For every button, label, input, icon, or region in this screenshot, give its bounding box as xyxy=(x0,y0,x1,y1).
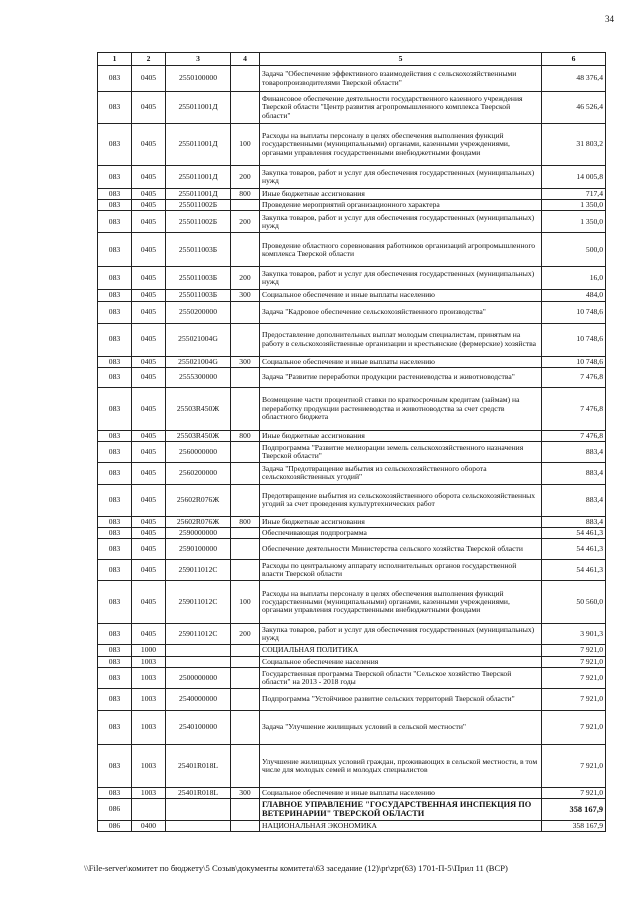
code-section-cell xyxy=(132,798,166,820)
description-cell: Задача "Развитие переработки продукции растениеводства и животноводства" xyxy=(260,367,542,387)
code-expense-type-cell xyxy=(231,484,260,516)
description-cell: Государственная программа Тверской области "Сельское хозяйство Тверской области" на 2013 - 2018 годы xyxy=(260,667,542,688)
table-row xyxy=(98,189,606,200)
code-expense-type-cell: 300 xyxy=(231,787,260,798)
code-section-cell: 0405 xyxy=(132,233,166,267)
description-cell: Расходы по центральному аппарату исполнительных органов государственной власти Тверской области xyxy=(260,560,542,581)
code-expense-type-cell: 100 xyxy=(231,581,260,624)
code-expense-type-cell xyxy=(231,645,260,656)
description-cell: Задача "Улучшение жилищных условий в сельской местности" xyxy=(260,710,542,744)
code-target-article-cell: 2540100000 xyxy=(166,710,231,744)
amount-cell: 54 461,3 xyxy=(542,539,606,560)
amount-cell: 54 461,3 xyxy=(542,528,606,539)
code-target-article-cell: 25503R450Ж xyxy=(166,430,231,441)
code-expense-type-cell xyxy=(231,66,260,92)
column-header-4: 4 xyxy=(231,53,260,66)
code-section-cell: 1003 xyxy=(132,688,166,710)
code-target-article-cell: 2550100000 xyxy=(166,66,231,92)
column-header-1: 1 xyxy=(98,53,132,66)
code-section-cell: 1003 xyxy=(132,656,166,667)
table-row xyxy=(98,92,606,124)
description-cell: Социальное обеспечение населения xyxy=(260,656,542,667)
code-target-article-cell: 2500000000 xyxy=(166,667,231,688)
amount-cell: 7 921,0 xyxy=(542,710,606,744)
code-target-article-cell xyxy=(166,656,231,667)
code-target-article-cell: 259011012С xyxy=(166,581,231,624)
description-cell: Расходы на выплаты персоналу в целях обеспечения выполнения функций государственными (муниципальными) органами, казенными учреждениями, органами управления государственными внебюджетными фондами xyxy=(260,124,542,166)
table-row xyxy=(98,124,606,166)
description-cell: Социальное обеспечение и иные выплаты населению xyxy=(260,290,542,301)
table-row xyxy=(98,211,606,233)
description-cell: Проведение областного соревнования работников организаций агропромышленного комплекса Тверской области xyxy=(260,233,542,267)
amount-cell: 7 476,8 xyxy=(542,367,606,387)
code-section-cell: 0405 xyxy=(132,387,166,430)
code-ministry-cell: 083 xyxy=(98,356,132,367)
description-cell: Предотвращение выбытия из сельскохозяйственного оборота сельскохозяйственных угодий за счет проведения культуртехнических работ xyxy=(260,484,542,516)
amount-cell: 54 461,3 xyxy=(542,560,606,581)
code-target-article-cell: 2540000000 xyxy=(166,688,231,710)
code-target-article-cell: 2550200000 xyxy=(166,301,231,323)
code-target-article-cell: 255011003Б xyxy=(166,290,231,301)
code-expense-type-cell: 800 xyxy=(231,430,260,441)
code-target-article-cell: 255011002Б xyxy=(166,200,231,211)
code-section-cell: 0405 xyxy=(132,516,166,527)
code-ministry-cell: 083 xyxy=(98,624,132,645)
code-ministry-cell: 083 xyxy=(98,200,132,211)
description-cell: Предоставление дополнительных выплат молодым специалистам, принятым на работу в сельскохозяйственные организации и крестьянские (фермерские) хозяйства xyxy=(260,323,542,356)
amount-cell: 7 476,8 xyxy=(542,430,606,441)
description-cell: Социальное обеспечение и иные выплаты населению xyxy=(260,787,542,798)
table-row xyxy=(98,462,606,484)
table-row xyxy=(98,560,606,581)
code-section-cell: 0405 xyxy=(132,581,166,624)
table-row xyxy=(98,820,606,831)
code-expense-type-cell: 800 xyxy=(231,189,260,200)
code-target-article-cell: 2560200000 xyxy=(166,462,231,484)
code-section-cell: 0405 xyxy=(132,166,166,189)
description-cell: Иные бюджетные ассигнования xyxy=(260,430,542,441)
description-cell: НАЦИОНАЛЬНАЯ ЭКОНОМИКА xyxy=(260,820,542,831)
code-expense-type-cell xyxy=(231,710,260,744)
budget-table-body xyxy=(98,53,606,832)
amount-cell: 484,0 xyxy=(542,290,606,301)
code-ministry-cell: 083 xyxy=(98,387,132,430)
code-target-article-cell: 255021004G xyxy=(166,323,231,356)
table-row xyxy=(98,200,606,211)
code-expense-type-cell xyxy=(231,820,260,831)
code-target-article-cell: 255011002Б xyxy=(166,211,231,233)
code-section-cell: 0405 xyxy=(132,92,166,124)
code-section-cell: 0405 xyxy=(132,267,166,290)
code-expense-type-cell xyxy=(231,560,260,581)
description-cell: Иные бюджетные ассигнования xyxy=(260,189,542,200)
code-ministry-cell: 086 xyxy=(98,798,132,820)
amount-cell: 7 921,0 xyxy=(542,645,606,656)
code-target-article-cell: 255011003Б xyxy=(166,233,231,267)
code-target-article-cell: 25401R018L xyxy=(166,744,231,787)
table-row xyxy=(98,656,606,667)
description-cell: Задача "Кадровое обеспечение сельскохозяйственного производства" xyxy=(260,301,542,323)
code-expense-type-cell: 800 xyxy=(231,516,260,527)
table-row xyxy=(98,645,606,656)
table-row xyxy=(98,710,606,744)
code-ministry-cell: 083 xyxy=(98,744,132,787)
code-target-article-cell: 25602R076Ж xyxy=(166,516,231,527)
description-cell: Подпрограмма "Развитие мелиорации земель сельскохозяйственного назначения Тверской области" xyxy=(260,441,542,462)
table-row xyxy=(98,387,606,430)
amount-cell: 7 476,8 xyxy=(542,387,606,430)
amount-cell: 7 921,0 xyxy=(542,688,606,710)
table-row xyxy=(98,744,606,787)
amount-cell: 358 167,9 xyxy=(542,798,606,820)
code-ministry-cell: 083 xyxy=(98,166,132,189)
amount-cell: 717,4 xyxy=(542,189,606,200)
description-cell: Финансовое обеспечение деятельности государственного казенного учреждения Тверской области "Центр развития агропромышленного комплекса Тверской области" xyxy=(260,92,542,124)
table-row xyxy=(98,624,606,645)
code-expense-type-cell xyxy=(231,233,260,267)
code-expense-type-cell xyxy=(231,301,260,323)
column-header-2: 2 xyxy=(132,53,166,66)
table-row xyxy=(98,166,606,189)
code-target-article-cell: 2590100000 xyxy=(166,539,231,560)
code-expense-type-cell xyxy=(231,667,260,688)
code-target-article-cell xyxy=(166,820,231,831)
code-section-cell: 0405 xyxy=(132,539,166,560)
code-section-cell: 1003 xyxy=(132,744,166,787)
code-section-cell: 0405 xyxy=(132,441,166,462)
code-ministry-cell: 083 xyxy=(98,211,132,233)
description-cell: Задача "Обеспечение эффективного взаимодействия с сельскохозяйственными товаропроизводителями Тверской области" xyxy=(260,66,542,92)
code-ministry-cell: 083 xyxy=(98,528,132,539)
amount-cell: 14 005,8 xyxy=(542,166,606,189)
table-row xyxy=(98,356,606,367)
amount-cell: 358 167,9 xyxy=(542,820,606,831)
code-expense-type-cell: 200 xyxy=(231,267,260,290)
code-ministry-cell: 083 xyxy=(98,301,132,323)
description-cell: Задача "Предотвращение выбытия из сельскохозяйственного оборота сельскохозяйственных угодий" xyxy=(260,462,542,484)
page-number: 34 xyxy=(605,14,614,24)
amount-cell: 3 901,3 xyxy=(542,624,606,645)
table-row xyxy=(98,581,606,624)
code-section-cell: 0405 xyxy=(132,290,166,301)
code-expense-type-cell xyxy=(231,92,260,124)
code-expense-type-cell xyxy=(231,441,260,462)
description-cell: Обеспечивающая подпрограмма xyxy=(260,528,542,539)
code-section-cell: 0405 xyxy=(132,66,166,92)
table-row xyxy=(98,290,606,301)
code-ministry-cell: 083 xyxy=(98,367,132,387)
code-section-cell: 0405 xyxy=(132,528,166,539)
code-expense-type-cell xyxy=(231,387,260,430)
code-target-article-cell: 259011012С xyxy=(166,560,231,581)
table-row xyxy=(98,66,606,92)
description-cell: СОЦИАЛЬНАЯ ПОЛИТИКА xyxy=(260,645,542,656)
amount-cell: 16,0 xyxy=(542,267,606,290)
description-cell: Закупка товаров, работ и услуг для обеспечения государственных (муниципальных) нужд xyxy=(260,624,542,645)
code-section-cell: 0405 xyxy=(132,367,166,387)
code-target-article-cell: 2555300000 xyxy=(166,367,231,387)
code-expense-type-cell: 300 xyxy=(231,356,260,367)
code-expense-type-cell xyxy=(231,798,260,820)
amount-cell: 10 748,6 xyxy=(542,301,606,323)
code-section-cell: 0405 xyxy=(132,200,166,211)
code-target-article-cell: 25401R018L xyxy=(166,787,231,798)
table-row xyxy=(98,323,606,356)
code-expense-type-cell xyxy=(231,539,260,560)
code-target-article-cell: 2560000000 xyxy=(166,441,231,462)
budget-table xyxy=(97,52,606,832)
column-header-5: 5 xyxy=(260,53,542,66)
description-cell: Подпрограмма "Устойчивое развитие сельских территорий Тверской области" xyxy=(260,688,542,710)
amount-cell: 1 350,0 xyxy=(542,200,606,211)
table-header-row xyxy=(98,53,606,66)
code-section-cell: 0405 xyxy=(132,301,166,323)
amount-cell: 48 376,4 xyxy=(542,66,606,92)
code-target-article-cell: 255011001Д xyxy=(166,92,231,124)
amount-cell: 7 921,0 xyxy=(542,667,606,688)
code-ministry-cell: 083 xyxy=(98,189,132,200)
code-section-cell: 0400 xyxy=(132,820,166,831)
code-ministry-cell: 083 xyxy=(98,560,132,581)
code-section-cell: 0405 xyxy=(132,356,166,367)
code-section-cell: 0405 xyxy=(132,624,166,645)
amount-cell: 10 748,6 xyxy=(542,356,606,367)
code-ministry-cell: 083 xyxy=(98,656,132,667)
table-row xyxy=(98,430,606,441)
code-ministry-cell: 083 xyxy=(98,267,132,290)
code-section-cell: 0405 xyxy=(132,430,166,441)
code-ministry-cell: 083 xyxy=(98,667,132,688)
code-expense-type-cell: 200 xyxy=(231,166,260,189)
code-ministry-cell: 083 xyxy=(98,233,132,267)
table-row xyxy=(98,516,606,527)
code-section-cell: 1000 xyxy=(132,645,166,656)
table-row xyxy=(98,787,606,798)
code-ministry-cell: 083 xyxy=(98,66,132,92)
code-expense-type-cell xyxy=(231,688,260,710)
table-row xyxy=(98,441,606,462)
code-expense-type-cell xyxy=(231,462,260,484)
code-target-article-cell: 25503R450Ж xyxy=(166,387,231,430)
amount-cell: 883,4 xyxy=(542,484,606,516)
code-section-cell: 1003 xyxy=(132,710,166,744)
column-header-3: 3 xyxy=(166,53,231,66)
code-expense-type-cell xyxy=(231,656,260,667)
table-row xyxy=(98,688,606,710)
amount-cell: 883,4 xyxy=(542,516,606,527)
code-ministry-cell: 083 xyxy=(98,441,132,462)
table-row xyxy=(98,267,606,290)
code-ministry-cell: 083 xyxy=(98,323,132,356)
code-section-cell: 0405 xyxy=(132,462,166,484)
code-target-article-cell: 259011012С xyxy=(166,624,231,645)
description-cell: Расходы на выплаты персоналу в целях обеспечения выполнения функций государственными (муниципальными) органами, казенными учреждениями, органами управления государственными внебюджетными фондами xyxy=(260,581,542,624)
code-ministry-cell: 083 xyxy=(98,787,132,798)
code-target-article-cell xyxy=(166,645,231,656)
code-ministry-cell: 083 xyxy=(98,710,132,744)
description-cell: ГЛАВНОЕ УПРАВЛЕНИЕ "ГОСУДАРСТВЕННАЯ ИНСПЕКЦИЯ ПО ВЕТЕРИНАРИИ" ТВЕРСКОЙ ОБЛАСТИ xyxy=(260,798,542,820)
code-expense-type-cell xyxy=(231,528,260,539)
table-row xyxy=(98,367,606,387)
code-target-article-cell: 255011001Д xyxy=(166,189,231,200)
table-row xyxy=(98,539,606,560)
amount-cell: 7 921,0 xyxy=(542,744,606,787)
code-target-article-cell xyxy=(166,798,231,820)
amount-cell: 500,0 xyxy=(542,233,606,267)
code-expense-type-cell xyxy=(231,323,260,356)
code-ministry-cell: 083 xyxy=(98,516,132,527)
code-ministry-cell: 083 xyxy=(98,484,132,516)
amount-cell: 31 803,2 xyxy=(542,124,606,166)
code-expense-type-cell xyxy=(231,744,260,787)
table-row xyxy=(98,301,606,323)
table-row xyxy=(98,528,606,539)
table-row xyxy=(98,233,606,267)
column-header-6: 6 xyxy=(542,53,606,66)
description-cell: Возмещение части процентной ставки по краткосрочным кредитам (займам) на переработку продукции растениеводства и животноводства за счет средств областного бюджета xyxy=(260,387,542,430)
amount-cell: 7 921,0 xyxy=(542,787,606,798)
code-expense-type-cell: 300 xyxy=(231,290,260,301)
code-section-cell: 0405 xyxy=(132,323,166,356)
code-target-article-cell: 255021004G xyxy=(166,356,231,367)
code-target-article-cell: 255011001Д xyxy=(166,166,231,189)
code-target-article-cell: 255011001Д xyxy=(166,124,231,166)
code-ministry-cell: 083 xyxy=(98,290,132,301)
code-ministry-cell: 083 xyxy=(98,462,132,484)
description-cell: Улучшение жилищных условий граждан, проживающих в сельской местности, в том числе для молодых семей и молодых специалистов xyxy=(260,744,542,787)
code-ministry-cell: 083 xyxy=(98,92,132,124)
code-expense-type-cell: 100 xyxy=(231,124,260,166)
description-cell: Закупка товаров, работ и услуг для обеспечения государственных (муниципальных) нужд xyxy=(260,166,542,189)
description-cell: Проведение мероприятий организационного характера xyxy=(260,200,542,211)
table-row xyxy=(98,798,606,820)
code-section-cell: 0405 xyxy=(132,484,166,516)
code-target-article-cell: 25602R076Ж xyxy=(166,484,231,516)
description-cell: Обеспечение деятельности Министерства сельского хозяйства Тверской области xyxy=(260,539,542,560)
code-section-cell: 1003 xyxy=(132,667,166,688)
code-expense-type-cell: 200 xyxy=(231,624,260,645)
code-ministry-cell: 083 xyxy=(98,688,132,710)
amount-cell: 10 748,6 xyxy=(542,323,606,356)
budget-table-container xyxy=(97,52,605,832)
amount-cell: 883,4 xyxy=(542,441,606,462)
code-section-cell: 0405 xyxy=(132,189,166,200)
code-ministry-cell: 083 xyxy=(98,645,132,656)
amount-cell: 7 921,0 xyxy=(542,656,606,667)
code-section-cell: 0405 xyxy=(132,560,166,581)
code-ministry-cell: 083 xyxy=(98,430,132,441)
code-expense-type-cell xyxy=(231,200,260,211)
code-ministry-cell: 086 xyxy=(98,820,132,831)
code-ministry-cell: 083 xyxy=(98,539,132,560)
code-section-cell: 1003 xyxy=(132,787,166,798)
table-row xyxy=(98,667,606,688)
amount-cell: 883,4 xyxy=(542,462,606,484)
description-cell: Закупка товаров, работ и услуг для обеспечения государственных (муниципальных) нужд xyxy=(260,211,542,233)
code-ministry-cell: 083 xyxy=(98,581,132,624)
code-target-article-cell: 2590000000 xyxy=(166,528,231,539)
code-ministry-cell: 083 xyxy=(98,124,132,166)
code-expense-type-cell xyxy=(231,367,260,387)
amount-cell: 50 560,0 xyxy=(542,581,606,624)
code-section-cell: 0405 xyxy=(132,211,166,233)
description-cell: Иные бюджетные ассигнования xyxy=(260,516,542,527)
code-section-cell: 0405 xyxy=(132,124,166,166)
description-cell: Закупка товаров, работ и услуг для обеспечения государственных (муниципальных) нужд xyxy=(260,267,542,290)
code-target-article-cell: 255011003Б xyxy=(166,267,231,290)
table-row xyxy=(98,484,606,516)
footer-file-path: \\File-server\комитет по бюджету\5 Созыв\документы комитета\63 заседание (12)\pr\zpr(63) 1701-П-5\Прил 11 (ВСР) xyxy=(84,863,508,873)
amount-cell: 46 526,4 xyxy=(542,92,606,124)
amount-cell: 1 350,0 xyxy=(542,211,606,233)
code-expense-type-cell: 200 xyxy=(231,211,260,233)
description-cell: Социальное обеспечение и иные выплаты населению xyxy=(260,356,542,367)
